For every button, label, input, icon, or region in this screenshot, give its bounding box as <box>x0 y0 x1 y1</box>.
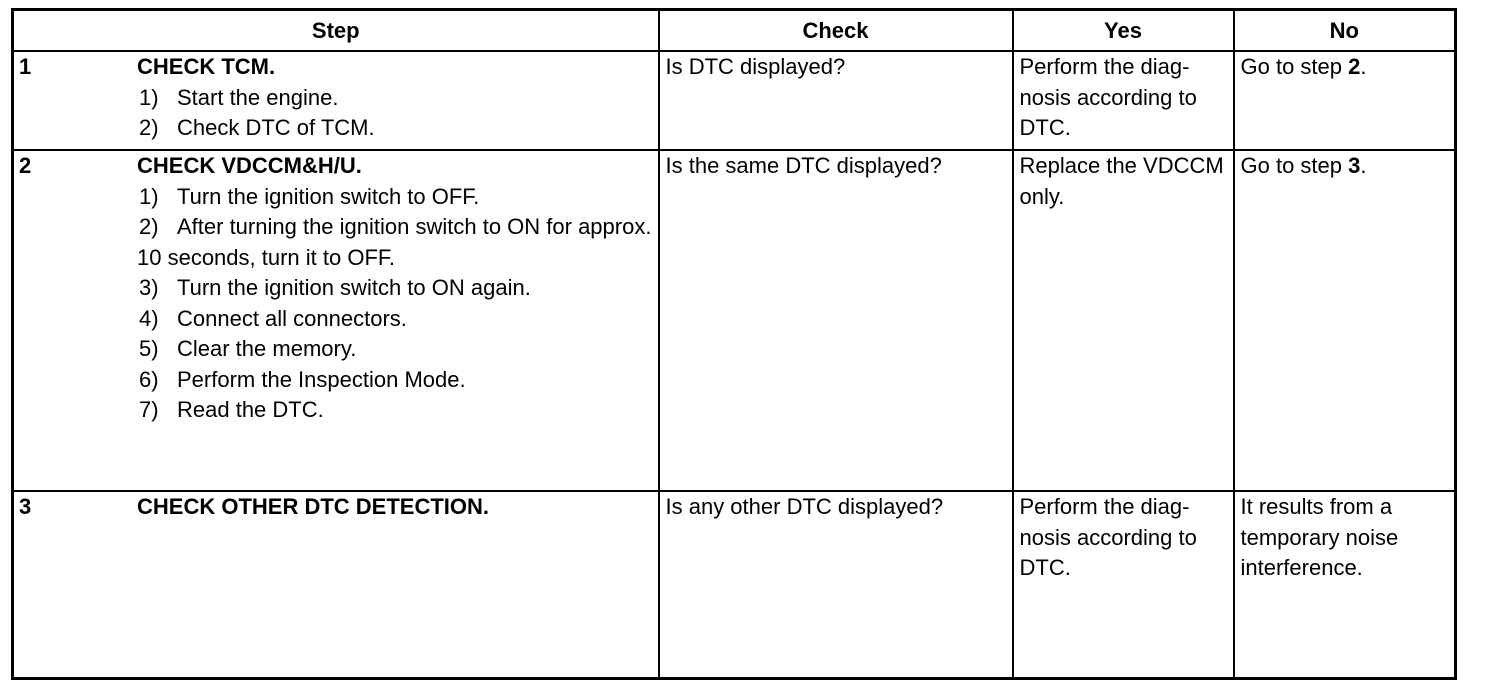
yes-cell: Perform the diag-nosis according to DTC. <box>1013 491 1234 679</box>
sub-step: 5) Clear the memory. <box>139 336 357 361</box>
step-number: 3 <box>19 494 32 519</box>
sub-step: 2) Check DTC of TCM. <box>139 115 375 140</box>
header-step: Step <box>13 10 659 52</box>
step-title: CHECK TCM. <box>137 54 276 79</box>
sub-step: 4) Connect all connectors. <box>139 305 407 331</box>
diagnostic-table <box>11 8 1457 680</box>
step-title: CHECK VDCCM&H/U. <box>137 153 362 178</box>
check-cell: Is any other DTC displayed? <box>659 491 1013 679</box>
table-row <box>13 51 1456 150</box>
sub-step: 2) After turning the ignition switch to ON for approx. 10 seconds, turn it to OFF. <box>137 214 652 270</box>
check-cell: Is DTC displayed? <box>659 51 1013 150</box>
no-cell: Go to step 3. <box>1234 150 1456 491</box>
no-cell: Go to step 2. <box>1234 51 1456 150</box>
step-number: 2 <box>19 153 32 178</box>
sub-step: 7) Read the DTC. <box>139 397 324 422</box>
step-cell <box>13 491 659 679</box>
sub-step: 3) Turn the ignition switch to ON again. <box>139 275 531 300</box>
sub-step: 1) Start the engine. <box>139 84 339 110</box>
table-row <box>13 491 1456 679</box>
check-cell: Is the same DTC displayed? <box>659 150 1013 491</box>
sub-step: 1) Turn the ignition switch to OFF. <box>139 183 480 209</box>
step-cell <box>13 51 659 150</box>
header-check: Check <box>659 10 1013 52</box>
yes-cell: Replace the VDCCM only. <box>1013 150 1234 491</box>
header-no: No <box>1234 10 1456 52</box>
step-cell <box>13 150 659 491</box>
no-cell: It results from a temporary noise interference. <box>1234 491 1456 679</box>
table-row <box>13 150 1456 491</box>
sub-step: 6) Perform the Inspection Mode. <box>139 366 466 392</box>
step-number: 1 <box>19 54 32 79</box>
step-title: CHECK OTHER DTC DETECTION. <box>137 494 489 519</box>
yes-cell: Perform the diag-nosis according to DTC. <box>1013 51 1234 150</box>
header-yes: Yes <box>1013 10 1234 52</box>
header-row <box>13 10 1456 52</box>
